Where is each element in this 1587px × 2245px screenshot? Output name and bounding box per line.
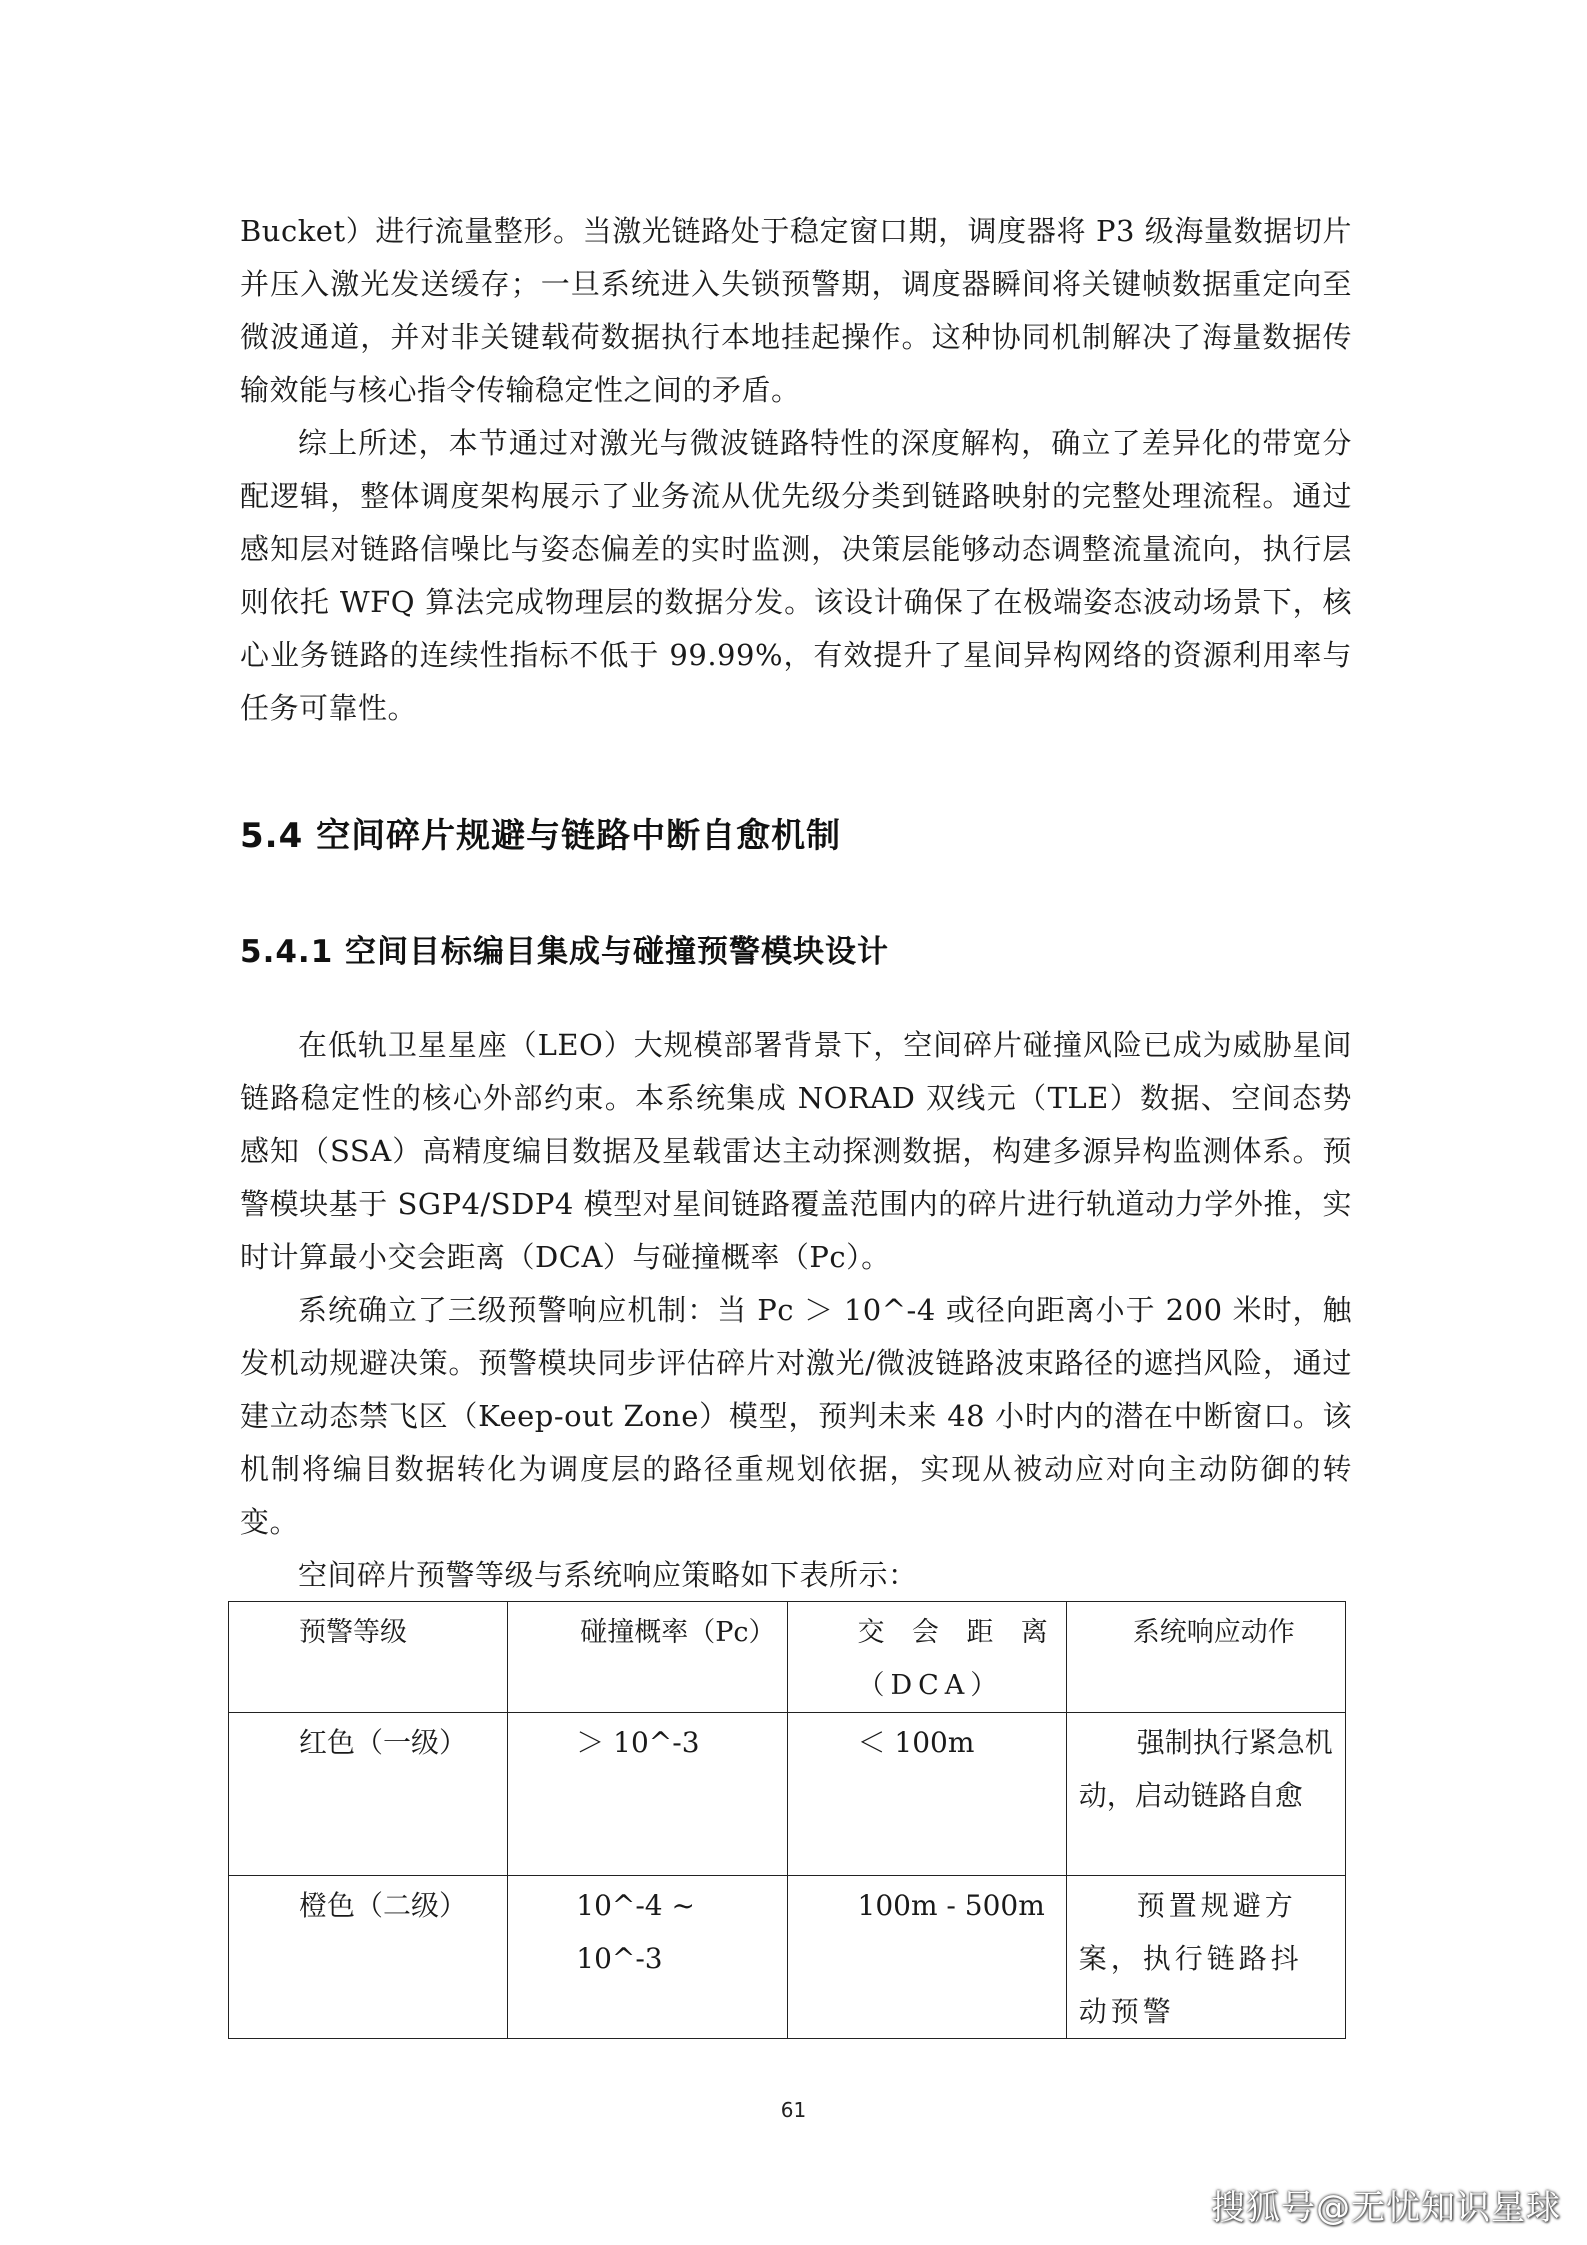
page-number: 61: [780, 2098, 807, 2122]
table-cell: [787, 1713, 1066, 1876]
table-cell: [1066, 1876, 1345, 2039]
table-header-row: [229, 1602, 1346, 1713]
cell-probability-orange: 10^-4 ~ 10^-3: [576, 1889, 695, 1975]
table-cell: [508, 1713, 787, 1876]
paragraph-debris-background: 在低轨卫星星座（LEO）大规模部署背景下，空间碎片碰撞风险已成为威胁星间链路稳定性的核心外部约束。本系统集成 NORAD 双线元（TLE）数据、空间态势感知（SSA）高精度编目数据及星载雷达主动探测数据，构建多源异构监测体系。预警模块基于 SGP4/SDP4 模型对星间链路覆盖范围内的碎片进行轨道动力学外推，实时计算最小交会距离（DCA）与碰撞概率（Pc）。: [240, 1028, 1352, 1274]
paragraph-table-intro: 空间碎片预警等级与系统响应策略如下表所示：: [298, 1558, 918, 1592]
cell-distance-orange: 100m - 500m: [857, 1889, 1045, 1922]
header-probability: 碰撞概率（Pc）: [580, 1617, 776, 1648]
header-response: 系统响应动作: [1132, 1617, 1295, 1648]
table-header-cell: [508, 1602, 787, 1713]
warning-level-table: [228, 1601, 1346, 2039]
table-header-cell: [787, 1602, 1066, 1713]
cell-response-orange: 预置规避方案，执行链路抖动预警: [1078, 1889, 1303, 2028]
header-distance: 交 会 距 离（DCA）: [857, 1617, 1054, 1701]
table-cell: [1066, 1713, 1345, 1876]
section-heading: 5.4 空间碎片规避与链路中断自愈机制: [240, 816, 842, 856]
table-cell: [787, 1876, 1066, 2039]
table-row: [229, 1876, 1346, 2039]
cell-response-red: 强制执行紧急机动，启动链路自愈: [1078, 1726, 1333, 1812]
paragraph-warning-mechanism: 系统确立了三级预警响应机制：当 Pc ＞ 10^-4 或径向距离小于 200 米时，触发机动规避决策。预警模块同步评估碎片对激光/微波链路波束路径的遮挡风险，通过建立动态禁飞区（Keep-out Zone）模型，预判未来 48 小时内的潜在中断窗口。该机制将编目数据转化为调度层的路径重规划依据，实现从被动应对向主动防御的转变。: [240, 1293, 1352, 1539]
cell-probability-red: ＞ 10^-3: [576, 1726, 700, 1759]
source-watermark: 搜狐号@无忧知识星球: [1211, 2188, 1561, 2228]
cell-level-red: 红色（一级）: [299, 1726, 468, 1759]
table-header-cell: [1066, 1602, 1345, 1713]
paragraph-summary: 综上所述，本节通过对激光与微波链路特性的深度解构，确立了差异化的带宽分配逻辑，整体调度架构展示了业务流从优先级分类到链路映射的完整处理流程。通过感知层对链路信噪比与姿态偏差的实时监测，决策层能够动态调整流量流向，执行层则依托 WFQ 算法完成物理层的数据分发。该设计确保了在极端姿态波动场景下，核心业务链路的连续性指标不低于 99.99%，有效提升了星间异构网络的资源利用率与任务可靠性。: [240, 426, 1352, 725]
paragraph-bucket-shaping: Bucket）进行流量整形。当激光链路处于稳定窗口期，调度器将 P3 级海量数据切片并压入激光发送缓存；一旦系统进入失锁预警期，调度器瞬间将关键帧数据重定向至微波通道，并对非关键载荷数据执行本地挂起操作。这种协同机制解决了海量数据传输效能与核心指令传输稳定性之间的矛盾。: [240, 214, 1352, 407]
cell-level-orange: 橙色（二级）: [299, 1889, 468, 1922]
cell-distance-red: ＜ 100m: [857, 1726, 975, 1759]
header-level: 预警等级: [299, 1617, 407, 1648]
table-row: [229, 1713, 1346, 1876]
subsection-heading: 5.4.1 空间目标编目集成与碰撞预警模块设计: [240, 934, 890, 970]
table-header-cell: [229, 1602, 508, 1713]
table-cell: [229, 1876, 508, 2039]
table-cell: [508, 1876, 787, 2039]
table-cell: [229, 1713, 508, 1876]
